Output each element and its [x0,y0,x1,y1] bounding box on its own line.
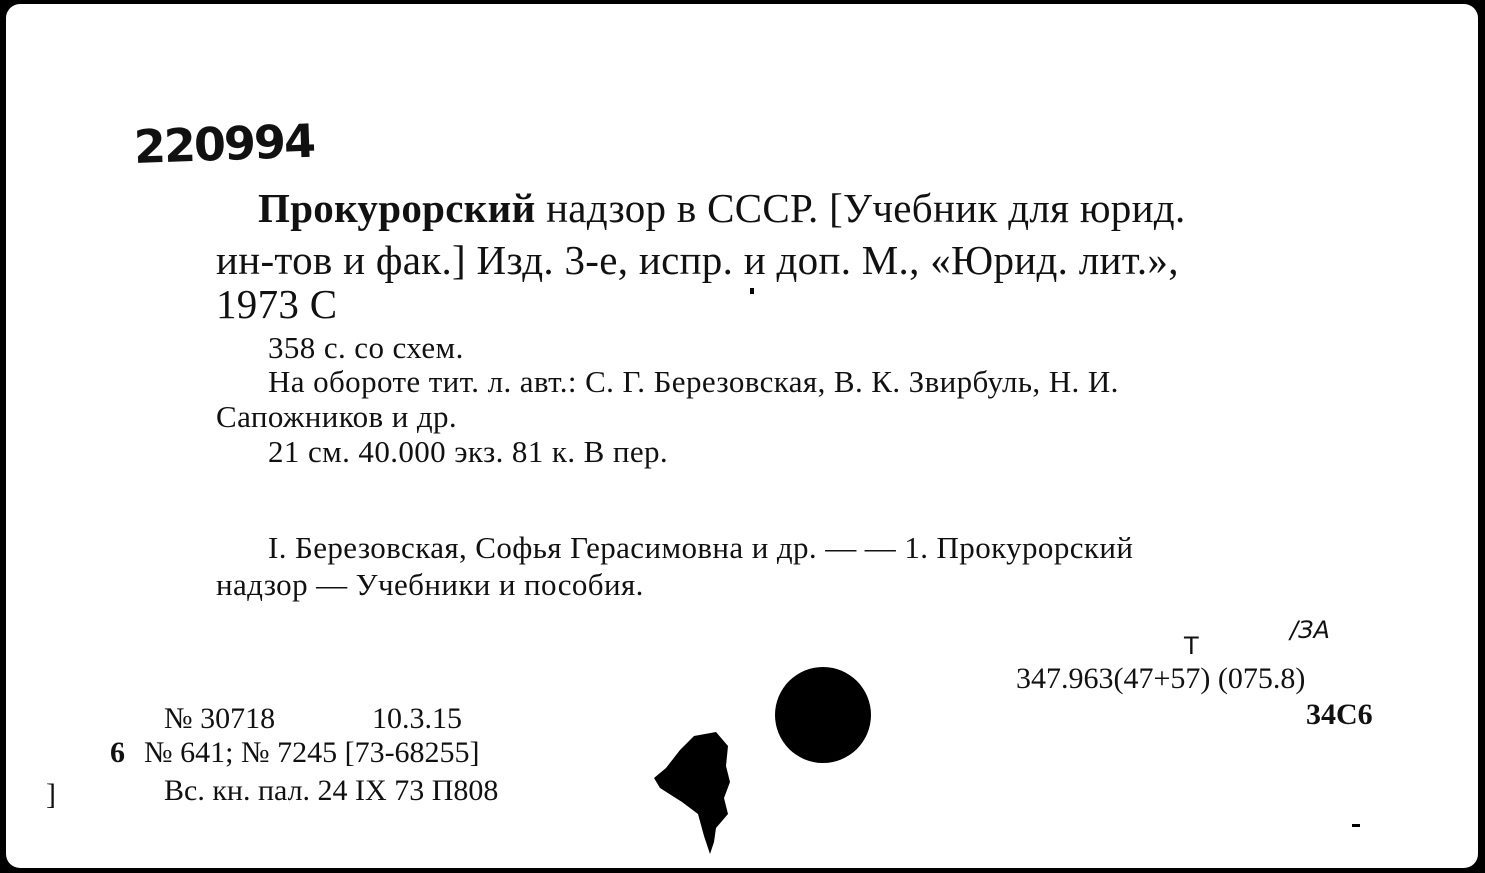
handwritten-t-mark: Т [1184,632,1199,660]
book-chamber-line: Вс. кн. пал. 24 IX 73 П808 [164,774,499,807]
punch-hole [775,667,871,763]
registration-numbers: № 641; № 7245 [73-68255] [144,736,480,769]
handwritten-annotation: /ЗА [1290,616,1330,644]
title-line-2: ин-тов и фак.] Изд. 3-е, испр. и доп. М., «Юрид. лит.», [216,237,1179,283]
title-line-1 [258,185,1186,231]
author-mark: 34С6 [1306,698,1373,731]
pagination: 358 с. со схем. [268,330,464,365]
order-date: 10.3.15 [372,702,462,735]
stray-mark-1 [1352,824,1360,827]
catalog-card [6,4,1478,868]
ink-blot [654,732,734,856]
margin-bracket: ] [46,778,56,811]
subject-heading-line-1: I. Березовская, Софья Герасимовна и др. — — 1. Прокурорский [268,530,1134,565]
authors-note-cont: Сапожников и др. [216,399,458,434]
footer-line-2-prefix: 6 [110,736,125,769]
order-number: № 30718 [164,702,276,735]
physical-description: 21 см. 40.000 экз. 81 к. В пер. [268,434,669,469]
inventory-number: 220994 [133,113,315,174]
title-main-heading: Прокурорский [258,185,536,231]
title-line-1-rest: надзор в СССР. [Учебник для юрид. [535,185,1186,231]
classification-code: 347.963(47+57) (075.8) [1016,662,1306,695]
subject-heading-line-2: надзор — Учебники и пособия. [216,567,644,602]
stray-mark-2 [750,288,754,294]
title-line-3: 1973 С [216,281,338,327]
authors-note: На обороте тит. л. авт.: С. Г. Березовская, В. К. Звирбуль, Н. И. [268,364,1119,399]
